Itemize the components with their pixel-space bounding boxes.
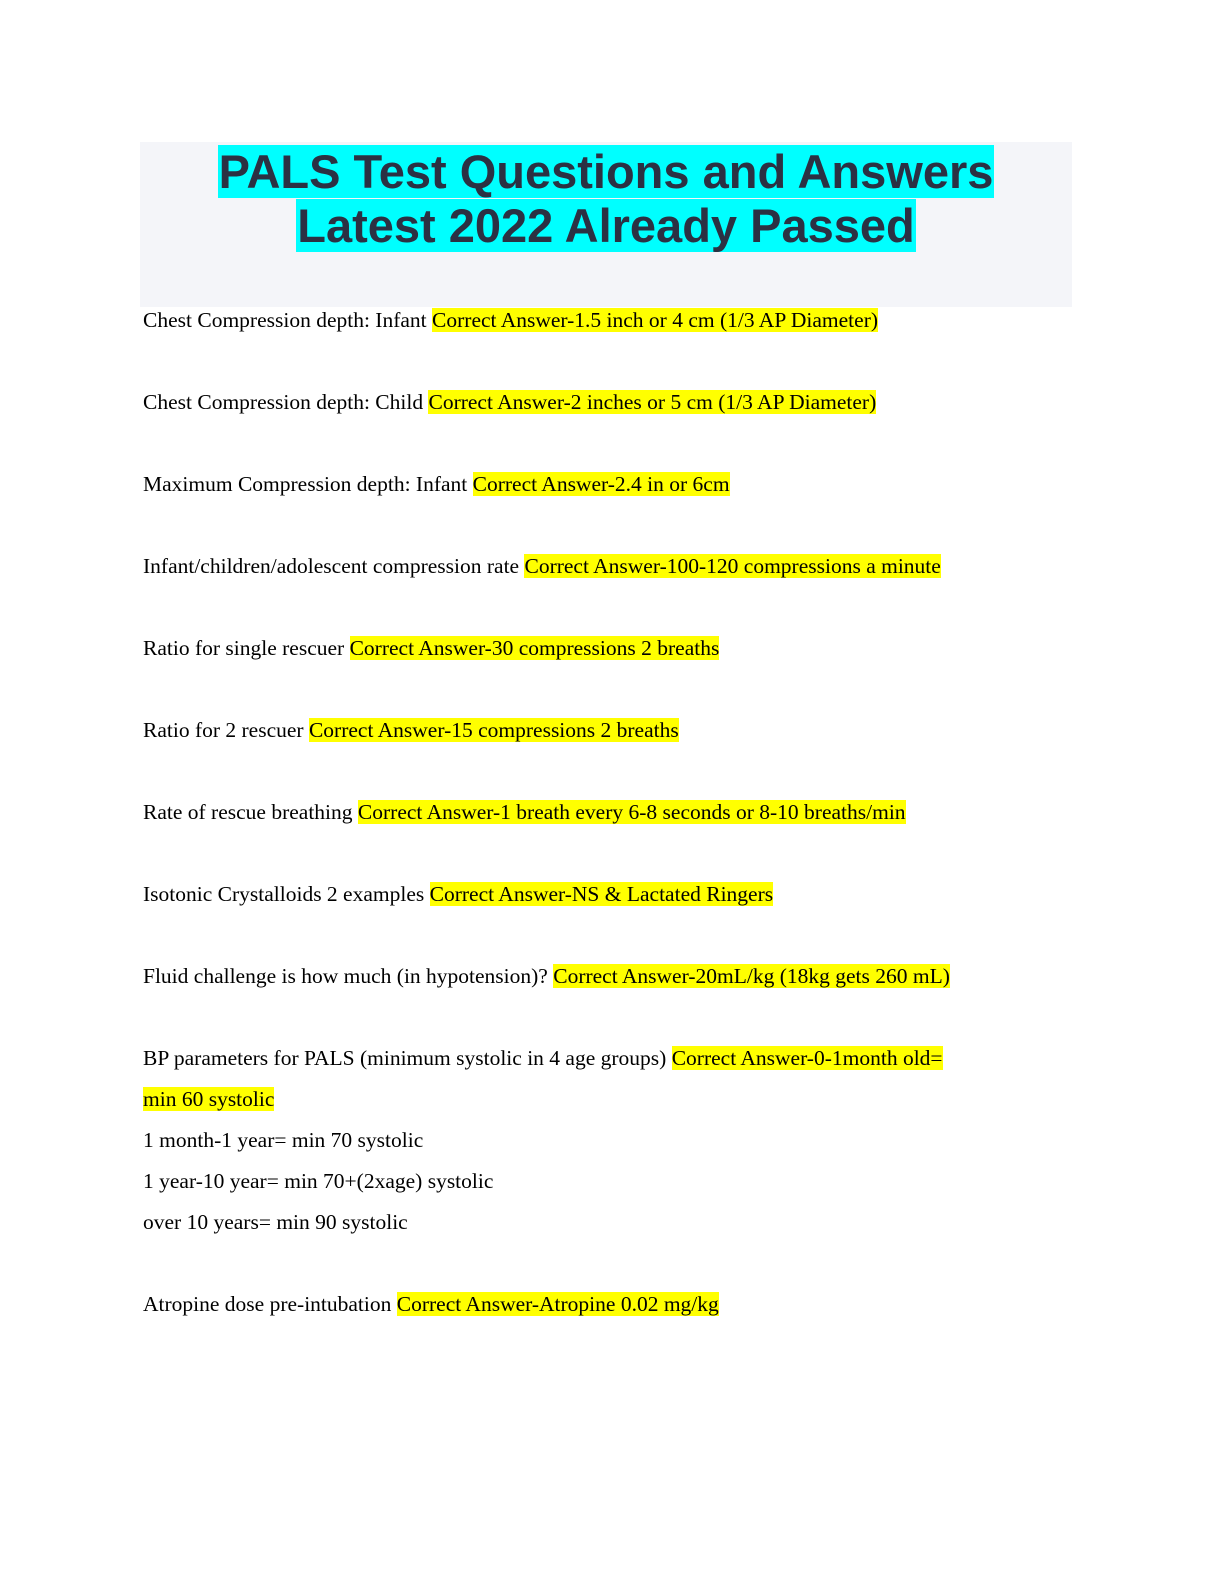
question-text: Fluid challenge is how much (in hypotension)? [143, 964, 554, 988]
qa-item-single-rescuer [143, 628, 719, 669]
question-text: Rate of rescue breathing [143, 800, 358, 824]
title-line-1 [140, 145, 1072, 199]
qa-item-infant-depth [143, 300, 878, 341]
qa-item-fluid-challenge [143, 956, 950, 997]
qa-item-max-depth [143, 464, 730, 505]
question-text: Infant/children/adolescent compression rate [143, 554, 525, 578]
title-text-2: Latest 2022 Already Passed [297, 199, 915, 252]
title-line-2 [140, 199, 1072, 253]
answer-text: Correct Answer-1.5 inch or 4 cm (1/3 AP Diameter) [432, 308, 879, 332]
title-block [140, 142, 1072, 307]
answer-text-continued: min 60 systolic [143, 1087, 275, 1111]
question-text: Chest Compression depth: Infant [143, 308, 433, 332]
bp-answer-continuation [143, 1079, 274, 1120]
bp-line-infant: 1 month-1 year= min 70 systolic [143, 1128, 424, 1152]
question-text: Ratio for single rescuer [143, 636, 350, 660]
answer-text: Correct Answer-30 compressions 2 breaths [349, 636, 720, 660]
answer-text: Correct Answer-2.4 in or 6cm [472, 472, 730, 496]
qa-item-atropine [143, 1284, 719, 1325]
answer-text: Correct Answer-2 inches or 5 cm (1/3 AP Diameter) [428, 390, 877, 414]
question-text: BP parameters for PALS (minimum systolic in 4 age groups) [143, 1046, 672, 1070]
qa-item-rescue-breathing [143, 792, 906, 833]
answer-text: Correct Answer-NS & Lactated Ringers [429, 882, 774, 906]
question-text: Atropine dose pre-intubation [143, 1292, 397, 1316]
question-text: Maximum Compression depth: Infant [143, 472, 473, 496]
answer-text: Correct Answer-0-1month old= [671, 1046, 943, 1070]
question-text: Ratio for 2 rescuer [143, 718, 309, 742]
bp-line-child: 1 year-10 year= min 70+(2xage) systolic [143, 1169, 494, 1193]
qa-item-crystalloids [143, 874, 773, 915]
qa-item-child-depth [143, 382, 876, 423]
title-text-1: PALS Test Questions and Answers [218, 145, 994, 198]
answer-text: Correct Answer-100-120 compressions a minute [524, 554, 941, 578]
answer-text: Correct Answer-20mL/kg (18kg gets 260 mL) [553, 964, 950, 988]
qa-item-bp-parameters [143, 1038, 943, 1079]
bp-line-adolescent: over 10 years= min 90 systolic [143, 1210, 408, 1234]
qa-item-compression-rate [143, 546, 941, 587]
question-text: Chest Compression depth: Child [143, 390, 429, 414]
answer-text: Correct Answer-1 breath every 6-8 seconds or 8-10 breaths/min [357, 800, 906, 824]
answer-text: Correct Answer-Atropine 0.02 mg/kg [396, 1292, 719, 1316]
qa-item-two-rescuer [143, 710, 679, 751]
question-text: Isotonic Crystalloids 2 examples [143, 882, 430, 906]
answer-text: Correct Answer-15 compressions 2 breaths [308, 718, 679, 742]
